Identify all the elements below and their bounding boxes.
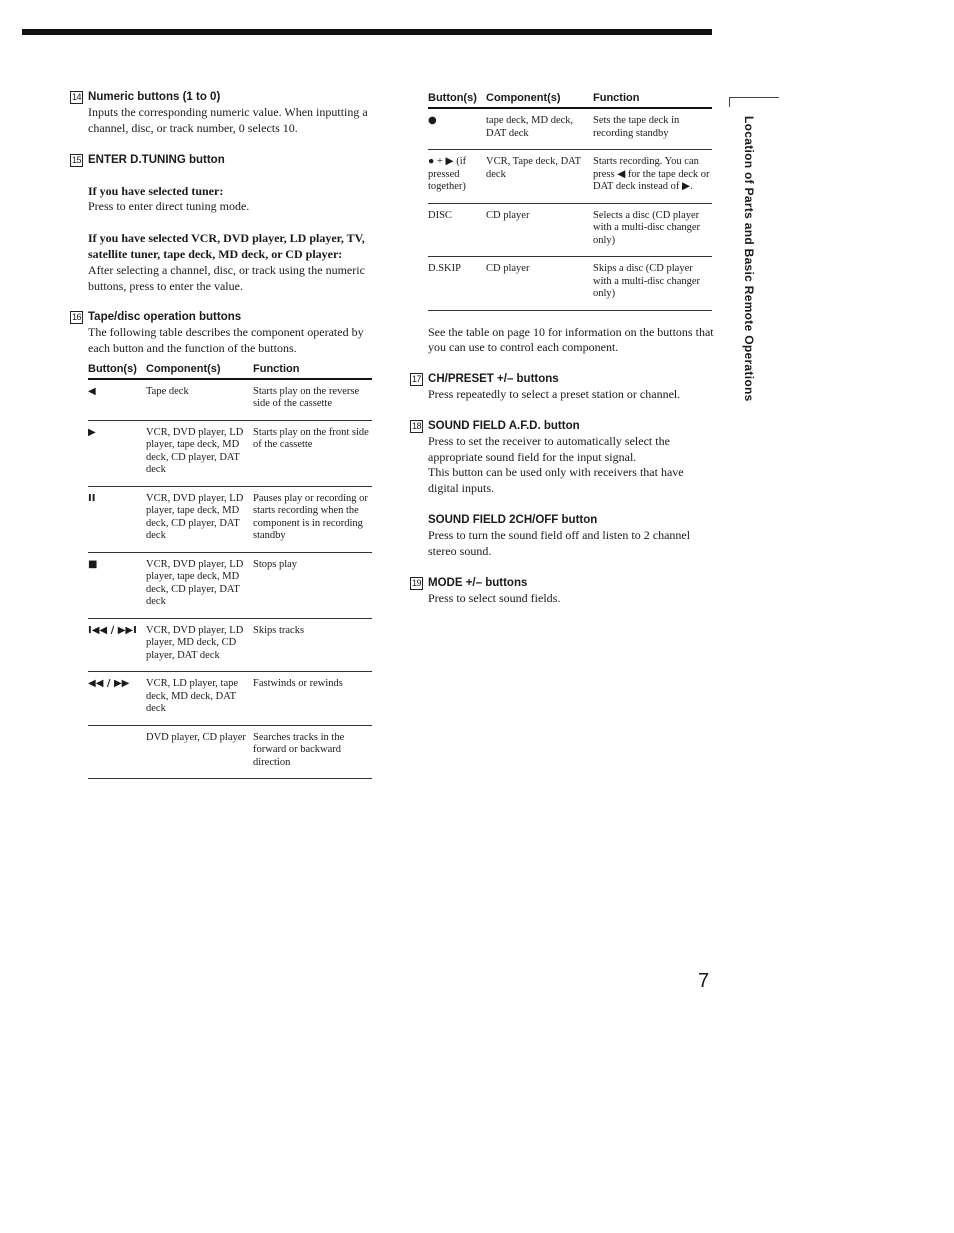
- header-function: Function: [593, 90, 712, 108]
- header-components: Component(s): [146, 361, 253, 379]
- heading-numeric-buttons: 14 Numeric buttons (1 to 0): [72, 91, 221, 103]
- table-row: ● tape deck, MD deck, DAT deck Sets the tape deck in recording standby: [428, 108, 712, 150]
- sound-field-afd-text: Press to set the receiver to automatically select the appropriate sound field for the input signal.: [428, 433, 670, 464]
- sound-field-2ch-text: Press to turn the sound field off and listen to 2 channel stereo sound.: [428, 528, 691, 558]
- sound-field-afd-note: This button can be used only with receivers that have digital inputs.: [428, 465, 684, 496]
- section-tab-mark: [729, 97, 779, 107]
- numeric-buttons-text: Inputs the corresponding numeric value. When inputting a channel, disc, or track number, 0 selects 10.: [88, 105, 368, 135]
- table-row: DVD player, CD player Searches tracks in the forward or backward direction: [88, 725, 372, 779]
- table-row: ◀◀ / ▶▶ VCR, LD player, tape deck, MD deck, DAT deck Fastwinds or rewinds: [88, 672, 372, 726]
- item-number: 16: [72, 312, 82, 323]
- side-tab: [740, 116, 766, 406]
- tuner-text: Press to enter direct tuning mode.: [88, 199, 250, 214]
- table-row: I◀◀ / ▶▶I VCR, DVD player, LD player, MD deck, CD player, DAT deck Skips tracks: [88, 618, 372, 672]
- mode-buttons-text: Press to select sound fields.: [428, 590, 561, 605]
- recording-table: [428, 90, 712, 311]
- table-row: II VCR, DVD player, LD player, tape deck, MD deck, CD player, DAT deck Pauses play or recording or starts recording when the component is in recording standby: [88, 486, 372, 552]
- header-buttons: Button(s): [428, 90, 486, 108]
- table-note: See the table on page 10 for information on the buttons that you can use to control each component.: [428, 324, 714, 355]
- heading-sound-field-afd: 18 SOUND FIELD A.F.D. button: [412, 419, 580, 432]
- subheading-2ch-off: SOUND FIELD 2CH/OFF button: [428, 514, 598, 527]
- item-number: 15: [72, 154, 82, 165]
- tape-disc-text: The following table describes the component operated by each button and the function of the buttons.: [88, 325, 364, 356]
- table-row: ■ VCR, DVD player, LD player, tape deck, MD deck, CD player, DAT deck Stops play: [88, 552, 372, 618]
- heading-ch-preset: 17 CH/PRESET +/– buttons: [412, 373, 559, 386]
- item-number: 19: [412, 577, 422, 588]
- header-components: Component(s): [486, 90, 593, 108]
- table-row: DISC CD player Selects a disc (CD player with a multi-disc changer only): [428, 203, 712, 257]
- subheading-components: If you have selected VCR, DVD player, LD player, TV, satellite tuner, tape deck, MD deck, or CD player:: [88, 231, 365, 261]
- top-rule: [22, 29, 712, 35]
- ch-preset-text: Press repeatedly to select a preset station or channel.: [428, 387, 681, 402]
- table-row: ◀ Tape deck Starts play on the reverse side of the cassette: [88, 379, 372, 421]
- components-text: After selecting a channel, disc, or track using the numeric buttons, press to enter the value.: [88, 262, 365, 293]
- table-row: ▶ VCR, DVD player, LD player, tape deck, MD deck, CD player, DAT deck Starts play on the front side of the cassette: [88, 420, 372, 486]
- item-number: 14: [72, 92, 82, 102]
- table-row: D.SKIP CD player Skips a disc (CD player with a multi-disc changer only): [428, 257, 712, 311]
- heading-tape-disc: 16 Tape/disc operation buttons: [72, 311, 242, 324]
- item-number: 18: [412, 420, 422, 431]
- page-number: 7: [698, 970, 710, 992]
- item-number: 17: [412, 374, 422, 385]
- header-function: Function: [253, 361, 372, 379]
- subheading-tuner: If you have selected tuner:: [88, 183, 224, 198]
- left-column: [70, 90, 372, 779]
- side-tab-label: Location of Parts and Basic Remote Operations: [742, 116, 756, 402]
- heading-enter-tuning: 15 ENTER D.TUNING button: [72, 153, 225, 166]
- operation-table: [88, 361, 372, 780]
- header-buttons: Button(s): [88, 361, 146, 379]
- right-column: [410, 90, 714, 606]
- heading-mode-buttons: 19 MODE +/– buttons: [412, 576, 528, 589]
- table-row: ● + ▶ (if pressed together) VCR, Tape deck, DAT deck Starts recording. You can press ◀ for the tape deck or DAT deck instead of ▶.: [428, 150, 712, 204]
